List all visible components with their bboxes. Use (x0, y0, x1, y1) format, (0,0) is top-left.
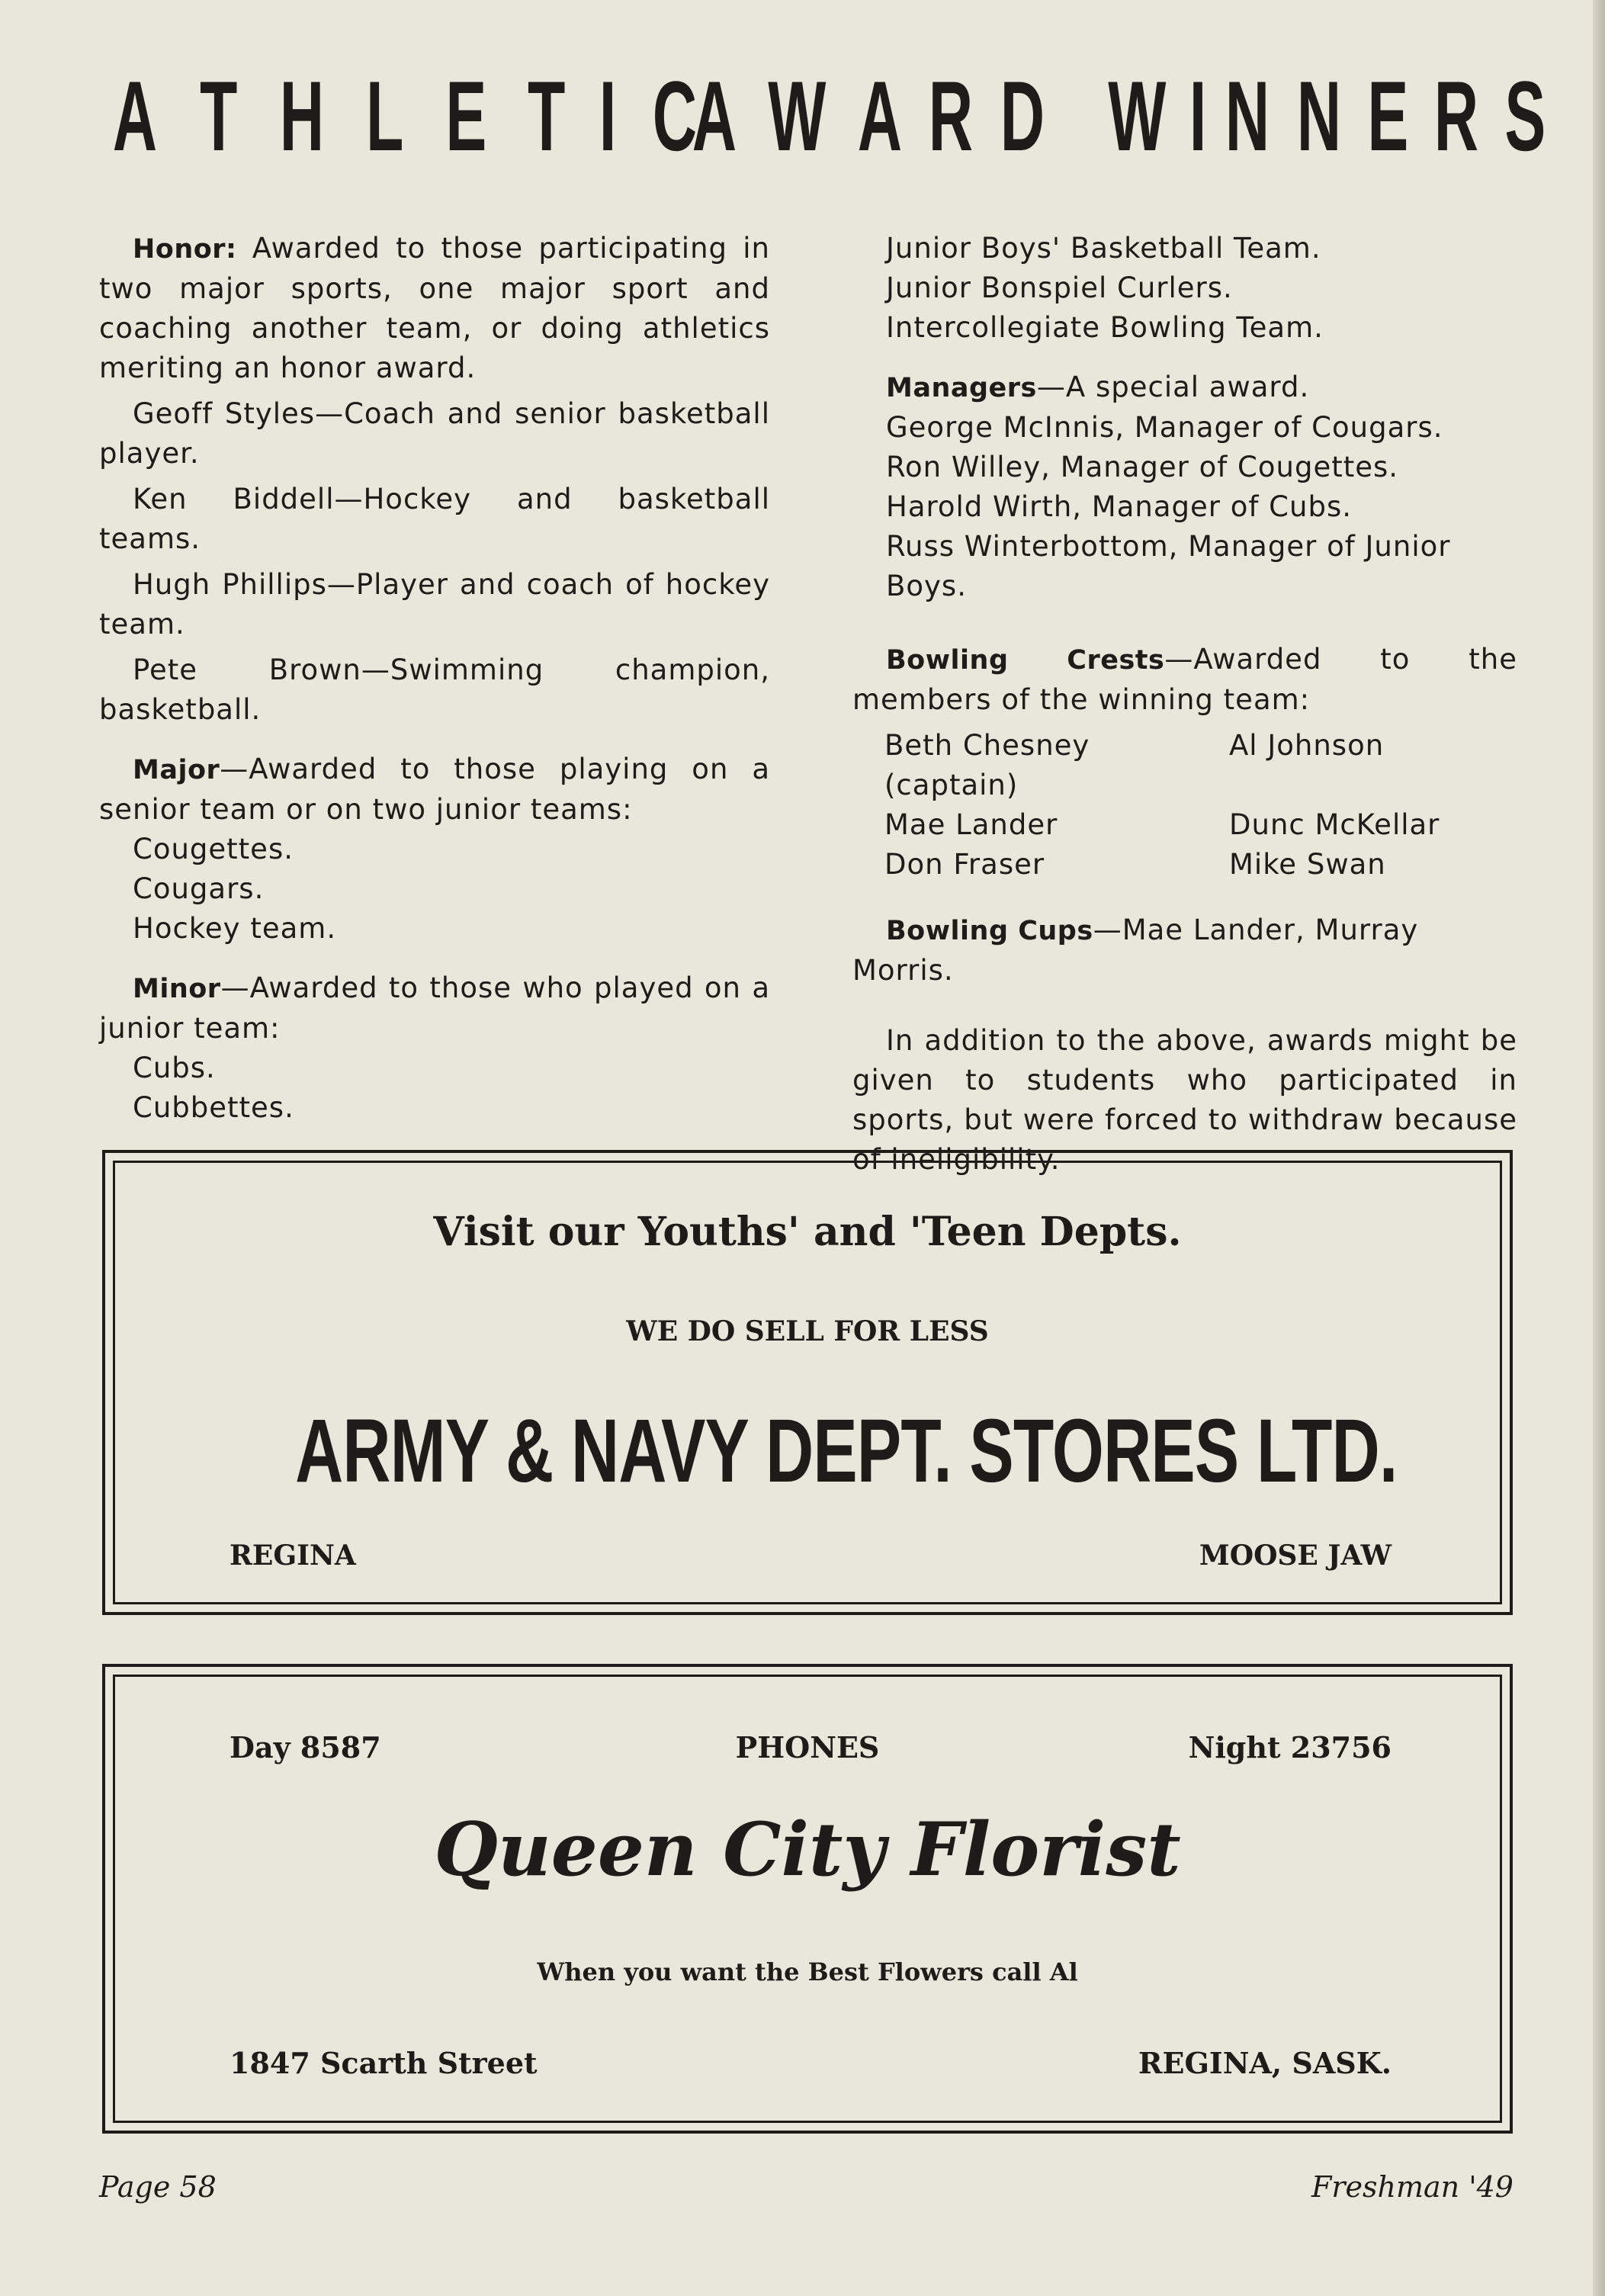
awards-left-column (99, 229, 770, 1128)
title-letter: T (528, 60, 566, 172)
major-item: Cougars. (133, 872, 265, 905)
title-letter: R (1434, 60, 1479, 172)
title-letter: A (112, 60, 158, 172)
crest-member: Mike Swan (1229, 848, 1386, 881)
night-phone: Night 23756 (1188, 1730, 1392, 1765)
title-letter: W (1108, 60, 1167, 172)
title-letter: N (1225, 60, 1270, 172)
florist-name: Queen City Florist (434, 1806, 1181, 1893)
managers-text: —A special award. (1036, 371, 1310, 403)
major-paragraph (99, 750, 770, 830)
minor-item: Cubbettes. (133, 1091, 294, 1124)
minor-text: —Awarded to those who played on a junior team: (99, 971, 770, 1045)
title-letter: A (857, 60, 902, 172)
title-word-athletic (99, 60, 711, 172)
manager-item: George McInnis, Manager of Cougars. (886, 411, 1443, 444)
ad-inner-border (113, 1161, 1502, 1604)
honor-text: Awarded to those participating in two major sports, one major sport and coaching another team, or doing athletics meriting an honor award. (99, 232, 770, 384)
crest-member: Dunc McKellar (1229, 808, 1440, 841)
title-letter: T (199, 60, 237, 172)
awards-right-column (852, 229, 1517, 1180)
closing-paragraph: In addition to the above, awards might be given to students who participated in sports, but were forced to withdraw because of ineligibility. (852, 1024, 1517, 1176)
title-word-award (679, 60, 1045, 172)
phones-heading: PHONES (735, 1730, 880, 1765)
florist-address: 1847 Scarth Street (230, 2046, 538, 2080)
florist-city: REGINA, SASK. (1138, 2046, 1392, 2080)
store-city-right: MOOSE JAW (1199, 1540, 1392, 1572)
major-text: —Awarded to those playing on a senior team or on two junior teams: (99, 753, 770, 826)
title-letter: I (1189, 60, 1206, 172)
ad-inner-border (113, 1675, 1502, 2123)
cups-text: —Mae Lander, Murray Morris. (852, 914, 1419, 987)
store-name: ARMY & NAVY DEPT. STORES LTD. (295, 1401, 1398, 1501)
ad-slogan: WE DO SELL FOR LESS (626, 1315, 989, 1347)
minor-paragraph (99, 968, 770, 1048)
major-label: Major (133, 755, 220, 785)
title-word-winners (1090, 60, 1546, 172)
team-item: Intercollegiate Bowling Team. (886, 311, 1324, 344)
page-edge (1593, 0, 1605, 2296)
major-item: Cougettes. (133, 833, 294, 865)
honor-item: Ken Biddell—Hockey and basketball teams. (99, 483, 770, 555)
managers-label: Managers (886, 373, 1037, 403)
crests-paragraph (852, 640, 1517, 720)
title-letter: A (692, 60, 737, 172)
minor-label: Minor (133, 974, 221, 1004)
ad-visit-line: Visit our Youths' and 'Teen Depts. (433, 1209, 1182, 1255)
title-letter: H (279, 60, 324, 172)
cups-label: Bowling Cups (886, 916, 1093, 946)
crests-text: —Awarded to the members of the winning team: (852, 643, 1517, 716)
title-letter: E (1367, 60, 1408, 172)
team-item: Junior Bonspiel Curlers. (886, 271, 1233, 304)
managers-paragraph (852, 368, 1517, 408)
florist-tagline: When you want the Best Flowers call Al (537, 1957, 1078, 1986)
major-item: Hockey team. (133, 912, 337, 945)
title-letter: R (929, 60, 974, 172)
honor-paragraph (99, 229, 770, 388)
manager-item: Ron Willey, Manager of Cougettes. (886, 451, 1399, 483)
title-letter: C (652, 60, 698, 172)
publication-name: Freshman '49 (1311, 2170, 1514, 2204)
crest-members (852, 726, 1517, 885)
title-letter: I (599, 60, 617, 172)
honor-item: Pete Brown—Swimming champion, basketball. (99, 653, 770, 726)
cups-paragraph (852, 910, 1517, 991)
crest-member: Beth Chesney (captain) (884, 729, 1090, 801)
store-city-left: REGINA (230, 1540, 356, 1572)
title-letter: W (768, 60, 827, 172)
day-phone: Day 8587 (230, 1730, 381, 1765)
manager-item: Harold Wirth, Manager of Cubs. (886, 490, 1352, 523)
title-letter: L (366, 60, 404, 172)
page-title (99, 60, 1546, 172)
team-item: Junior Boys' Basketball Team. (886, 232, 1321, 265)
honor-item: Geoff Styles—Coach and senior basketball player. (99, 397, 770, 470)
manager-item: Russ Winterbottom, Manager of Junior Boys. (886, 530, 1451, 602)
page-number: Page 58 (99, 2170, 217, 2204)
crest-member: Al Johnson (1229, 729, 1385, 762)
title-letter: D (1000, 60, 1045, 172)
minor-item: Cubs. (133, 1052, 216, 1084)
honor-item: Hugh Phillips—Player and coach of hockey team. (99, 568, 770, 641)
title-letter: E (445, 60, 486, 172)
honor-label: Honor: (133, 234, 237, 265)
title-letter: N (1296, 60, 1341, 172)
florist-advertisement (102, 1664, 1513, 2134)
crests-label: Bowling Crests (886, 645, 1165, 676)
title-letter: S (1504, 60, 1546, 172)
army-navy-advertisement (102, 1150, 1513, 1615)
crest-member: Don Fraser (884, 848, 1045, 881)
crest-member: Mae Lander (884, 808, 1058, 841)
